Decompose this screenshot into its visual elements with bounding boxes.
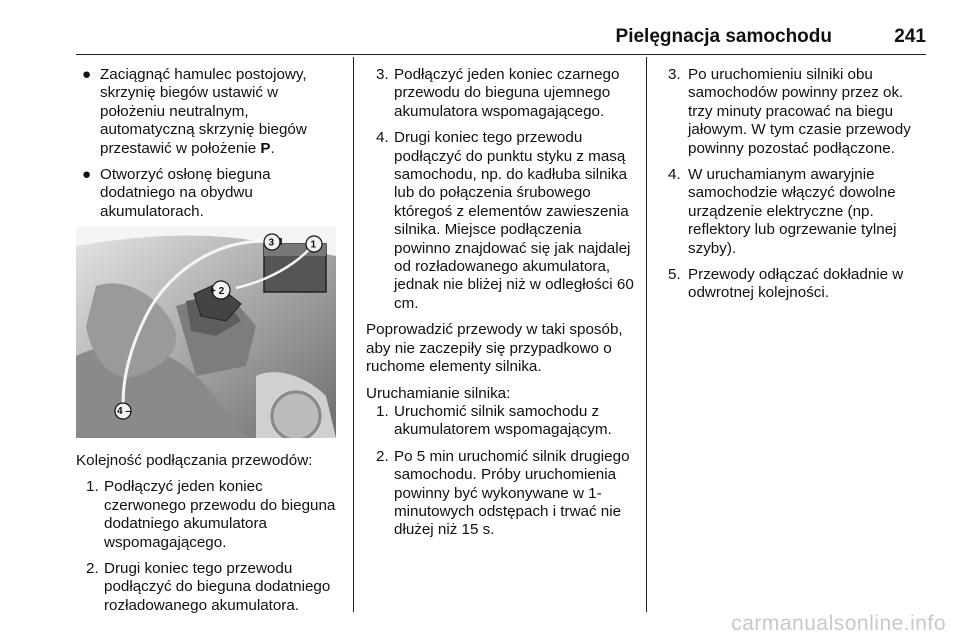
list-item: 3. Podłączyć jeden koniec czarnego przewodu do bieguna ujemnego akumulatora wspomagającego. [376,66,620,120]
column-divider-2 [646,57,647,612]
engine-bay-illustration [76,226,336,438]
sequence-intro: Kolejność podłączania przewodów: [76,452,313,469]
page-title: Pielęgnacja samochodu [615,26,832,47]
column-divider-1 [353,57,354,612]
list-item: 4. Drugi koniec tego przewodu podłączyć do punktu styku z masą samochodu, np. do kadłuba silnika lub do połączenia śrubowego któregoś z elementów zawieszenia silnika. Miejsce podłączenia powinno znajdować się jak najdalej od rozładowanego akumulatora, jednak nie bliżej niż w odległości 60 cm. [376,129,634,312]
gear-position-label: P [260,139,271,157]
list-item [72,166,344,221]
list-item: 3. Po uruchomieniu silniki obu samochodów powinny przez ok. trzy minuty pracować na biegu jałowym. W tym czasie przewody powinny pozostać podłączone. [668,66,911,157]
watermark: carmanualsonline.info [731,612,946,635]
list-item: 1. Podłączyć jeden koniec czerwonego przewodu do bieguna dodatniego akumulatora wspomagającego. [86,478,336,551]
callout-2: + 2 [210,286,225,297]
callout-4: 4 – [117,406,131,417]
list-item: 4. W uruchamianym awaryjnie samochodzie włączyć dowolne urządzenie elektryczne (np. reflektory lub ogrzewanie tylnej szyby). [668,166,897,257]
list-item: ● Zaciągnąć hamulec postojowy, skrzynię biegów ustawić w położeniu neutralnym, automatyczną skrzynię biegów przestawić w położenie P. [82,66,307,157]
routing-note: Poprowadzić przewody w taki sposób, aby nie zaczepiły się przypadkowo o ruchome elementy silnika. [366,321,623,376]
list-item: 5. Przewody odłączać dokładnie w odwrotnej kolejności. [668,266,904,302]
column-1-lower [76,452,346,623]
list-item: 2. Drugi koniec tego przewodu podłączyć do bieguna dodatniego rozładowanego akumulatora. [86,560,331,614]
callout-1: 1 [310,239,317,251]
bullet-text: Zaciągnąć hamulec postojowy, skrzynię biegów ustawić w położeniu neutralnym, automatyczną skrzynię biegów przestawić w położenie [100,66,307,157]
callout-3: 3 [268,237,275,249]
column-1 [72,66,344,229]
list-item: 1. Uruchomić silnik samochodu z akumulatorem wspomagającym. [376,402,612,439]
engine-bay-image [76,226,336,438]
list-item: 2. Po 5 min uruchomić silnik drugiego samochodu. Próby uruchomienia powinny być wykonywane w 1-minutowych odstępach i trwać nie dłużej niż 15 s. [376,447,630,539]
column-3 [668,66,930,311]
bullet-text: Otworzyć osłonę bieguna dodatniego na obydwu akumulatorach. [100,166,271,220]
bullet-icon: ● [82,166,92,184]
page-number: 241 [894,26,926,47]
column-2 [366,66,638,548]
bullet-icon: ● [82,66,92,83]
start-heading: Uruchamianie silnika: [366,384,511,402]
header-rule [76,54,926,55]
